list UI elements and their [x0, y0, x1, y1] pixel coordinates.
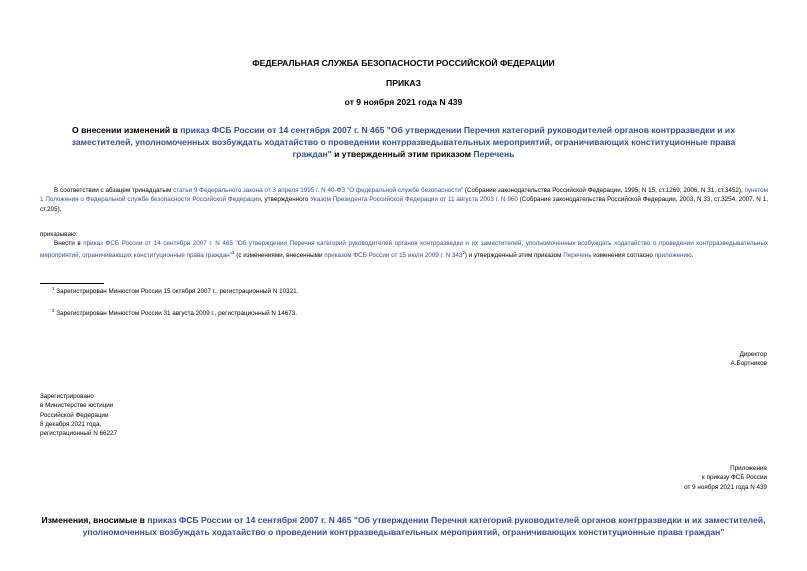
link-decree-960[interactable]: Указом Президента Российской Федерации от 11 августа 2003 г. N 960: [310, 196, 518, 204]
text: , утвержденного: [260, 196, 311, 204]
footnote-mark: 2: [52, 308, 55, 313]
title-middle: и утвержденный этим приказом: [331, 149, 474, 159]
footnote-ref-2[interactable]: 2: [462, 250, 465, 256]
text: (Собрание законодательства Российской Федерации, 2003, N 33, ст.3254, 2007, N 1, ст.205),: [40, 196, 768, 213]
text: изменения согласно: [591, 252, 655, 260]
registration-line: регистрационный N 66227: [40, 430, 118, 438]
footnote-text: Зарегистрирован Минюстом России 31 августа 2009 г., регистрационный N 14673.: [54, 310, 297, 318]
text: (с изменениями, внесенными: [234, 252, 325, 260]
registration-block: [40, 392, 117, 438]
appendix-reference: [684, 464, 767, 492]
text: В соответствии с абзацем тринадцатым: [54, 187, 174, 194]
registration-line: Российской Федерации: [40, 411, 109, 419]
appendix-line: от 9 ноября 2021 года N 439: [684, 483, 767, 491]
link-federal-law-40[interactable]: статьи 9 Федерального закона от 3 апреля 1995 г. N 40-ФЗ "О федеральной службе безопасности": [173, 187, 464, 194]
title-prefix: О внесении изменений в: [72, 125, 181, 135]
changes-title-prefix: Изменения, вносимые в: [41, 515, 148, 525]
document-type: ПРИКАЗ: [386, 78, 421, 88]
footnote-ref-1[interactable]: 1: [231, 250, 235, 256]
link-order-465[interactable]: приказ ФСБ России от 14 сентября 2007 г. N 465 "Об утверждении Перечня категорий руководителей органов контрразведки и их заместителей, уполномоченных возбуждать ходатайство о проведении контрразведывательных мероприятий, ограничивающих конституционные права граждан": [71, 125, 736, 159]
agency-name: ФЕДЕРАЛЬНАЯ СЛУЖБА БЕЗОПАСНОСТИ РОССИЙСКОЙ ФЕДЕРАЦИИ: [252, 58, 555, 68]
text: .: [691, 252, 694, 260]
registration-line: в Министерстве юстиции: [40, 402, 114, 410]
text: (Собрание законодательства Российской Федерации, 1995, N 15, ст.1269; 2006, N 31, ст.3452),: [463, 187, 745, 194]
document-date-number: от 9 ноября 2021 года N 439: [344, 97, 463, 107]
link-regulation-p1[interactable]: пунктом 1 Положения о Федеральной службе безопасности Российской Федерации: [40, 187, 768, 204]
link-list[interactable]: Перечень: [473, 149, 515, 159]
footnote-2: [52, 306, 297, 318]
link-appendix[interactable]: приложению: [654, 252, 692, 260]
text: Внести в: [54, 240, 84, 247]
document-title: [52, 124, 755, 160]
orders-label: приказываю:: [40, 231, 78, 238]
link-order-465-appendix[interactable]: приказ ФСБ России от 14 сентября 2007 г. N 465 "Об утверждении Перечня категорий руководителей органов контрразведки и их заместителей, уполномоченных возбуждать ходатайство о проведении контрразведывательных мероприятий, ограничивающих конституционные права граждан": [82, 515, 766, 537]
appendix-line: Приложение: [730, 465, 767, 472]
signature-block: [731, 350, 768, 369]
registration-line: Зарегистрировано: [40, 393, 94, 400]
paragraph-order: [40, 239, 768, 261]
link-list-body[interactable]: Перечень: [563, 252, 592, 260]
text: ) и утвержденный этим приказом: [464, 252, 564, 260]
registration-line: 8 декабря 2021 года,: [40, 420, 102, 428]
footnote-text: Зарегистрирован Минюстом России 15 октября 2007 г., регистрационный N 10321.: [54, 288, 299, 296]
signatory-position: Директор: [739, 351, 767, 358]
link-order-343[interactable]: приказом ФСБ России от 15 июля 2009 г. N 343: [324, 252, 463, 260]
signatory-name: А.Бортников: [730, 360, 767, 368]
changes-title: [40, 514, 767, 538]
paragraph-basis: [40, 186, 768, 214]
link-order-465-body[interactable]: приказ ФСБ России от 14 сентября 2007 г. N 465 "Об утверждении Перечня категорий руководителей органов контрразведки и их заместителей, уполномоченных возбуждать ходатайство о проведении контрразведывательных мероприятий, ограничивающих конституционные права граждан": [40, 240, 769, 260]
footnote-1: [52, 284, 298, 296]
footnote-mark: 1: [52, 286, 55, 291]
appendix-line: к приказу ФСБ России: [702, 474, 767, 482]
